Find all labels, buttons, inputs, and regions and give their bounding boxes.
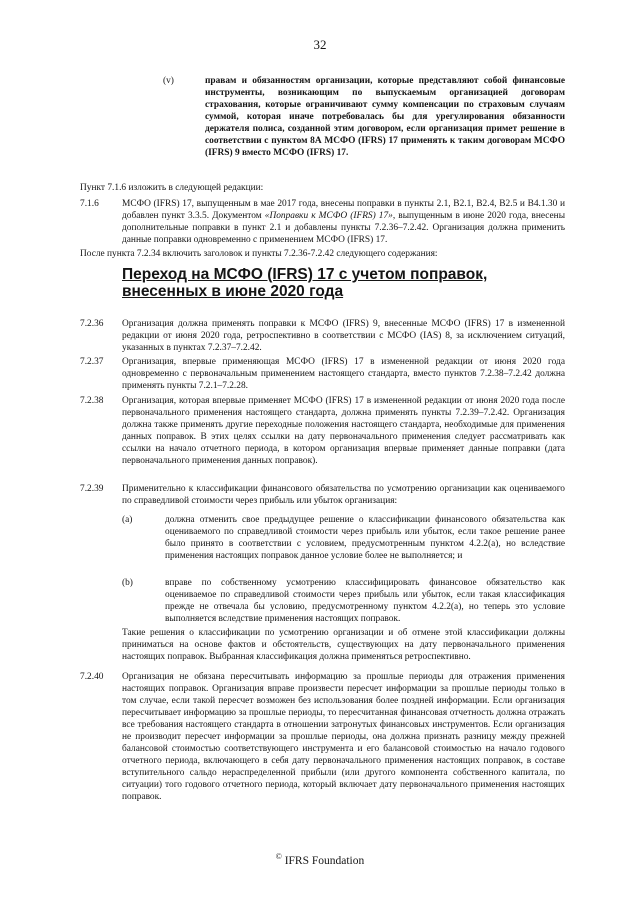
copyright-symbol: © — [275, 852, 282, 861]
para-716-number: 7.1.6 — [80, 199, 99, 209]
para-7236-number: 7.2.36 — [80, 319, 104, 329]
para-7239-intro: Применительно к классификации финансового обязательства по усмотрению организации как оцениваемого по справедливой стоимости через прибыль или убыток организация: — [122, 484, 565, 506]
para-7236-text: Организация должна применять поправки к МСФО (IFRS) 9, внесенные МСФО (IFRS) 17 в измененной редакции от июня 2020 года, ретроспективно в соответствии с МСФО (IAS) 8, за исключением ситуаций, указанных в пунктах 7.2.37–7.2.42. — [122, 319, 565, 353]
para-7239-a-marker: (a) — [122, 515, 133, 525]
item-v-marker: (v) — [163, 76, 174, 86]
para-7239-b-marker: (b) — [122, 578, 133, 588]
footer-text: IFRS Foundation — [284, 854, 365, 867]
para-7238-number: 7.2.38 — [80, 396, 104, 406]
para-7239-a-text: должна отменить свое предыдущее решение о классификации финансового обязательства как оцениваемого по справедливой стоимости через прибыль или убыток, если такое решение ранее было принято в соответствии с условием, предусмотренным пунктом 4.2.2(а), но вследствие применения настоящих поправок данное условие более не выполняется; и — [165, 515, 565, 561]
para-7237-number: 7.2.37 — [80, 357, 104, 367]
item-v-text: правам и обязанностям организации, которые представляют собой финансовые инструменты, возникающим по выпускаемым организацией договорам страхования, которые ограничивают сумму компенсации по страховым случаям суммой, которая иначе потребовалась бы для урегулирования обязанности держателя полиса, созданной этим договором, если организация примет решение в соответствии с пунктом 8А МСФО (IFRS) 17 применять к таким договорам МСФО (IFRS) 9 вместо МСФО (IFRS) 17. — [205, 76, 565, 158]
para-7239-closing: Такие решения о классификации по усмотрению организации и об отмене этой классификации должны приниматься на основе фактов и обстоятельств, существующих на дату первоначального применения настоящих поправок. Выбранная классификация должна применяться ретроспективно. — [122, 628, 565, 662]
page-number: 32 — [313, 37, 327, 52]
intro-7234: После пункта 7.2.34 включить заголовок и пункты 7.2.36-7.2.42 следующего содержания: — [80, 249, 438, 259]
para-7238-text: Организация, которая впервые применяет МСФО (IFRS) 17 в измененной редакции от июня 2020 года после первоначального применения настоящего стандарта, должна применять пункты 7.2.39–7.2.42. Организация должна также применять другие переходные положения настоящего стандарта, необходимые для применения данных поправок. В этих целях ссылки на дату первоначального применения следует рассматривать как ссылки на начало отчетного периода, в котором организация впервые применяет данные поправки (дата первоначального применения данных поправок). — [122, 396, 565, 466]
para-7237-text: Организация, впервые применяющая МСФО (IFRS) 17 в измененной редакции от июня 2020 года одновременно с первоначальным применением настоящего стандарта, вместо пунктов 7.2.38–7.2.42 должна применять пункты 7.2.1–7.2.28. — [122, 357, 565, 391]
para-7239-b-text: вправе по собственному усмотрению классифицировать финансовое обязательство как оцениваемое по справедливой стоимости через прибыль или убыток, если такая классификация прежде не отвечала бы условию, предусмотренному пунктом 4.2.2(а), но теперь это условие выполняется вследствие применения настоящих поправок. — [165, 578, 565, 624]
para-716-text: МСФО (IFRS) 17, выпущенным в мае 2017 года, внесены поправки в пункты 2.1, В2.1, В2.4, В2.5 и В4.1.30 и добавлен пункт 3.3.5. Документом «Поправки к МСФО (IFRS) 17», выпущенным в июне 2020 года, внесены дополнительные поправки в пункт 2.1 и добавлены пункты 7.2.36–7.2.42. Организация должна применить данные поправки одновременно с применением МСФО (IFRS) 17. — [122, 199, 565, 245]
para-7240-text: Организация не обязана пересчитывать информацию за прошлые периоды для отражения применения настоящих поправок. Организация вправе произвести пересчет информации за прошлые периоды только в том случае, если такой пересчет возможен без использования более поздней информации. Если организация пересчитывает информацию за прошлые периоды, то пересчитанная финансовая отчетность должна отражать все требования настоящего стандарта в отношении затронутых финансовых инструментов. Если организация не производит пересчет информации за прошлые периоды, она должна признать разницу между прежней балансовой стоимостью соответствующего инструмента и его балансовой стоимостью на начало годового отчетного периода, включающего в себя дату первоначального применения настоящих поправок, в составе вступительного сальдо нераспределенной прибыли (или другого компонента собственного капитала, по ситуации) того годового отчетного периода, который включает дату первоначального применения настоящих поправок. — [122, 672, 565, 802]
intro-716: Пункт 7.1.6 изложить в следующей редакции: — [80, 183, 264, 193]
para-716-doc-title: «Поправки к МСФО (IFRS) 17» — [264, 210, 393, 221]
para-7240-number: 7.2.40 — [80, 672, 104, 682]
section-heading: Переход на МСФО (IFRS) 17 с учетом поправок, внесенных в июне 2020 года — [122, 266, 488, 300]
para-7239-number: 7.2.39 — [80, 484, 104, 494]
footer — [0, 852, 640, 867]
